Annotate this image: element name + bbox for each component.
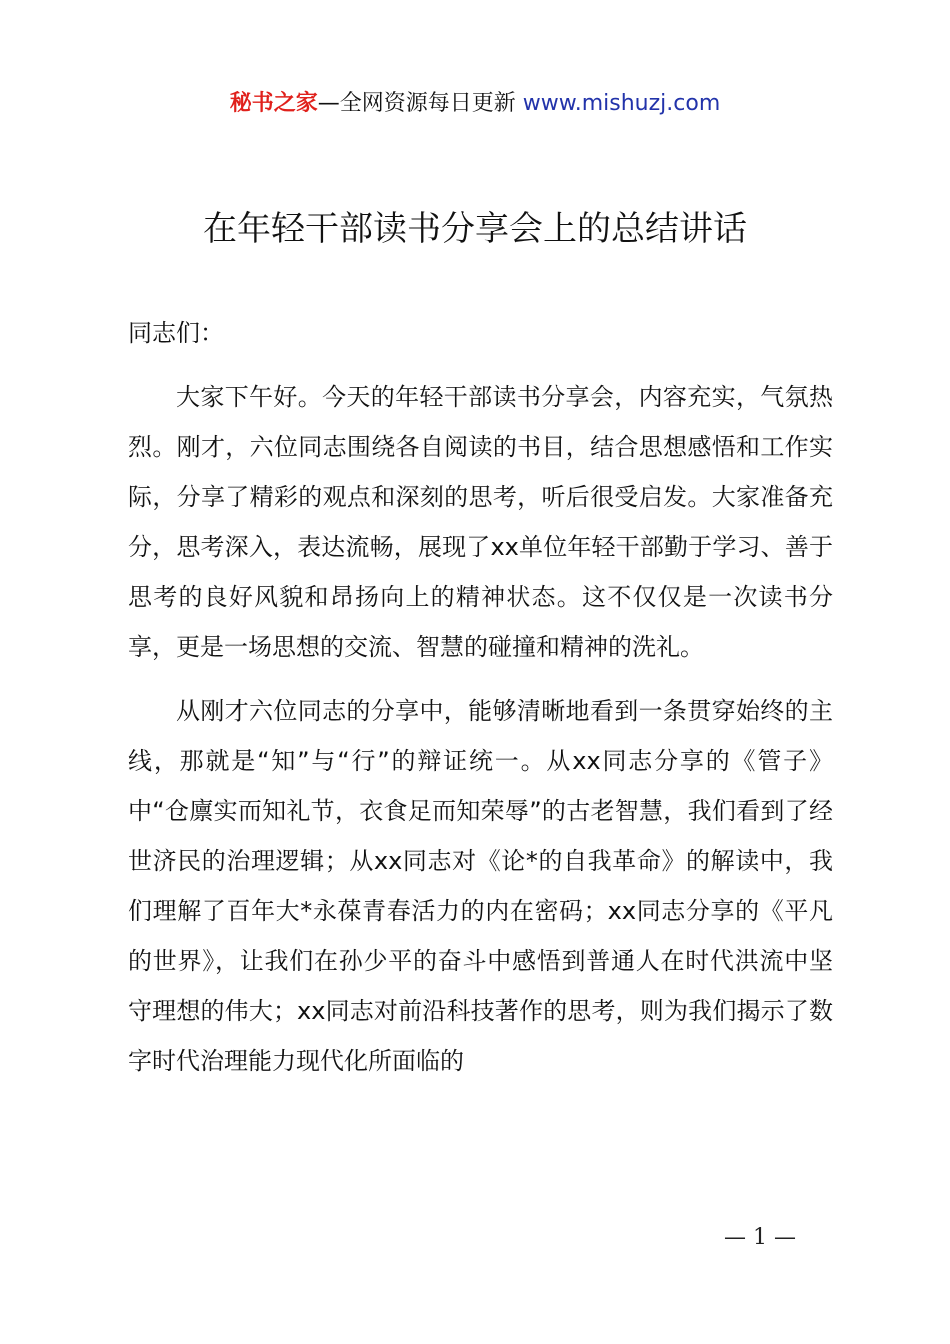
page-number: — 1 — bbox=[724, 1225, 796, 1250]
paragraph-1: 大家下午好。今天的年轻干部读书分享会，内容充实，气氛热烈。刚才，六位同志围绕各自阅读的书目，结合思想感悟和工作实际，分享了精彩的观点和深刻的思考，听后很受启发。大家准备充分，思考深入，表达流畅，展现了xx单位年轻干部勤于学习、善于思考的良好风貌和昂扬向上的精神状态。这不仅仅是一次读书分享，更是一场思想的交流、智慧的碰撞和精神的洗礼。 bbox=[128, 383, 833, 661]
paragraph-2: 从刚才六位同志的分享中，能够清晰地看到一条贯穿始终的主线，那就是“知”与“行”的辩证统一。从xx同志分享的《管子》中“仓廪实而知礼节，衣食足而知荣辱”的古老智慧，我们看到了经世济民的治理逻辑；从xx同志对《论*的自我革命》的解读中，我们理解了百年大*永葆青春活力的内在密码；xx同志分享的《平凡的世界》，让我们在孙少平的奋斗中感悟到普通人在时代洪流中坚守理想的伟大；xx同志对前沿科技著作的思考，则为我们揭示了数字时代治理能力现代化所面临的 bbox=[128, 697, 833, 1075]
salutation: 同志们： bbox=[128, 319, 224, 347]
header-tagline: —全网资源每日更新 bbox=[317, 91, 523, 116]
site-url-link[interactable]: www.mishuzj.com bbox=[522, 91, 721, 116]
site-header bbox=[0, 88, 950, 120]
brand-name: 秘书之家 bbox=[229, 91, 318, 116]
document-body bbox=[128, 308, 833, 1100]
document-title: 在年轻干部读书分享会上的总结讲话 bbox=[203, 208, 747, 249]
